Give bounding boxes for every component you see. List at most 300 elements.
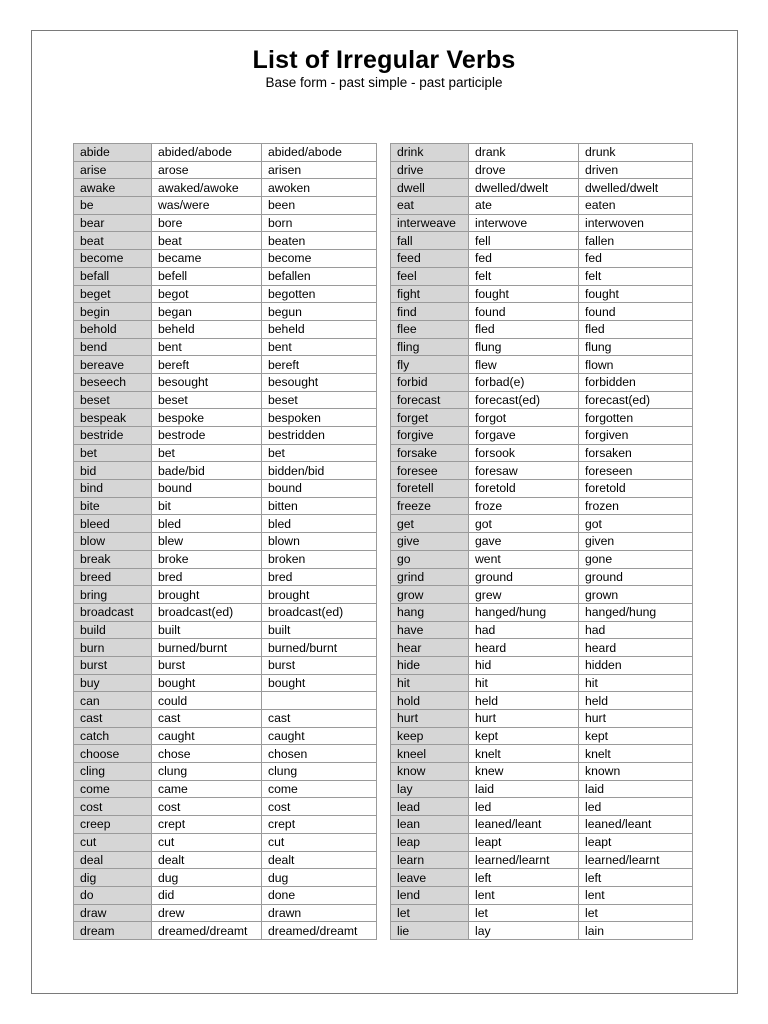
base-form-cell: forbid [391, 373, 469, 391]
base-form-cell: draw [74, 904, 152, 922]
past-participle-cell: burned/burnt [262, 639, 377, 657]
past-simple-cell: abided/abode [152, 144, 262, 162]
past-participle-cell: drawn [262, 904, 377, 922]
verb-row [391, 179, 693, 197]
past-simple-cell: bled [152, 515, 262, 533]
base-form-cell: go [391, 550, 469, 568]
base-form-cell: kneel [391, 745, 469, 763]
past-simple-cell: laid [469, 780, 579, 798]
past-simple-cell: held [469, 692, 579, 710]
verb-row [74, 710, 377, 728]
past-simple-cell: bought [152, 674, 262, 692]
base-form-cell: freeze [391, 497, 469, 515]
verb-row [391, 816, 693, 834]
base-form-cell: have [391, 621, 469, 639]
past-participle-cell: dwelled/dwelt [579, 179, 693, 197]
past-simple-cell: forecast(ed) [469, 391, 579, 409]
verb-row [391, 214, 693, 232]
verb-row [74, 692, 377, 710]
past-simple-cell: caught [152, 727, 262, 745]
past-participle-cell: felt [579, 267, 693, 285]
past-participle-cell: awoken [262, 179, 377, 197]
past-simple-cell: burned/burnt [152, 639, 262, 657]
past-simple-cell: got [469, 515, 579, 533]
verb-row [74, 586, 377, 604]
past-simple-cell: felt [469, 267, 579, 285]
base-form-cell: bite [74, 497, 152, 515]
verb-row [74, 639, 377, 657]
verb-row [391, 798, 693, 816]
base-form-cell: cost [74, 798, 152, 816]
past-simple-cell: bet [152, 444, 262, 462]
past-simple-cell: hit [469, 674, 579, 692]
base-form-cell: cut [74, 833, 152, 851]
past-participle-cell: become [262, 250, 377, 268]
base-form-cell: arise [74, 161, 152, 179]
base-form-cell: know [391, 763, 469, 781]
past-simple-cell: burst [152, 656, 262, 674]
verb-row [391, 497, 693, 515]
past-simple-cell: was/were [152, 197, 262, 215]
past-participle-cell: bitten [262, 497, 377, 515]
past-simple-cell: flew [469, 356, 579, 374]
base-form-cell: forsake [391, 444, 469, 462]
past-simple-cell: bespoke [152, 409, 262, 427]
past-participle-cell: chosen [262, 745, 377, 763]
base-form-cell: broadcast [74, 603, 152, 621]
past-participle-cell: bled [262, 515, 377, 533]
past-participle-cell: bidden/bid [262, 462, 377, 480]
verb-row [74, 320, 377, 338]
past-simple-cell: clung [152, 763, 262, 781]
past-participle-cell: befallen [262, 267, 377, 285]
past-simple-cell: crept [152, 816, 262, 834]
past-simple-cell: kept [469, 727, 579, 745]
verb-row [391, 692, 693, 710]
past-simple-cell: beset [152, 391, 262, 409]
past-participle-cell: forbidden [579, 373, 693, 391]
verb-row [74, 462, 377, 480]
base-form-cell: break [74, 550, 152, 568]
past-participle-cell: leaned/leant [579, 816, 693, 834]
past-simple-cell: bade/bid [152, 462, 262, 480]
past-participle-cell: flung [579, 338, 693, 356]
base-form-cell: be [74, 197, 152, 215]
past-simple-cell: drove [469, 161, 579, 179]
page-subtitle: Base form - past simple - past participle [265, 75, 503, 90]
base-form-cell: fight [391, 285, 469, 303]
base-form-cell: grind [391, 568, 469, 586]
base-form-cell: hear [391, 639, 469, 657]
base-form-cell: lay [391, 780, 469, 798]
base-form-cell: bind [74, 480, 152, 498]
past-simple-cell: blew [152, 533, 262, 551]
past-simple-cell: foretold [469, 480, 579, 498]
past-simple-cell: chose [152, 745, 262, 763]
past-simple-cell: broke [152, 550, 262, 568]
verb-table-left [73, 143, 377, 940]
base-form-cell: fly [391, 356, 469, 374]
verb-row [391, 533, 693, 551]
past-simple-cell: broadcast(ed) [152, 603, 262, 621]
verb-row [391, 391, 693, 409]
verb-row [74, 727, 377, 745]
past-participle-cell: given [579, 533, 693, 551]
past-simple-cell: began [152, 303, 262, 321]
past-participle-cell: begun [262, 303, 377, 321]
past-simple-cell: befell [152, 267, 262, 285]
base-form-cell: buy [74, 674, 152, 692]
past-simple-cell: left [469, 869, 579, 887]
past-simple-cell: fought [469, 285, 579, 303]
past-simple-cell: bound [152, 480, 262, 498]
past-simple-cell: begot [152, 285, 262, 303]
base-form-cell: fling [391, 338, 469, 356]
verb-row [391, 674, 693, 692]
base-form-cell: leap [391, 833, 469, 851]
base-form-cell: choose [74, 745, 152, 763]
base-form-cell: befall [74, 267, 152, 285]
past-simple-cell: interwove [469, 214, 579, 232]
verb-row [74, 197, 377, 215]
past-simple-cell: hurt [469, 710, 579, 728]
base-form-cell: forget [391, 409, 469, 427]
base-form-cell: become [74, 250, 152, 268]
verb-row [391, 904, 693, 922]
base-form-cell: bereave [74, 356, 152, 374]
base-form-cell: lie [391, 922, 469, 940]
base-form-cell: forecast [391, 391, 469, 409]
past-participle-cell: brought [262, 586, 377, 604]
verb-row [391, 232, 693, 250]
past-simple-cell: could [152, 692, 262, 710]
verb-row [74, 161, 377, 179]
base-form-cell: beseech [74, 373, 152, 391]
past-simple-cell: ate [469, 197, 579, 215]
base-form-cell: give [391, 533, 469, 551]
verb-row [391, 444, 693, 462]
past-participle-cell: frozen [579, 497, 693, 515]
past-simple-cell: bestrode [152, 427, 262, 445]
verb-row [74, 745, 377, 763]
verb-row [391, 621, 693, 639]
past-participle-cell: left [579, 869, 693, 887]
verb-row [74, 303, 377, 321]
past-simple-cell: brought [152, 586, 262, 604]
base-form-cell: hit [391, 674, 469, 692]
base-form-cell: flee [391, 320, 469, 338]
verb-row [391, 603, 693, 621]
past-simple-cell: dreamed/dreamt [152, 922, 262, 940]
past-participle-cell: bestridden [262, 427, 377, 445]
verb-row [74, 373, 377, 391]
verb-row [74, 869, 377, 887]
base-form-cell: creep [74, 816, 152, 834]
past-simple-cell: dealt [152, 851, 262, 869]
past-participle-cell: bound [262, 480, 377, 498]
past-simple-cell: bore [152, 214, 262, 232]
verb-table-right [390, 143, 693, 940]
past-participle-cell: interwoven [579, 214, 693, 232]
past-simple-cell: arose [152, 161, 262, 179]
past-participle-cell: cost [262, 798, 377, 816]
past-simple-cell: went [469, 550, 579, 568]
past-participle-cell: abided/abode [262, 144, 377, 162]
past-participle-cell: fallen [579, 232, 693, 250]
base-form-cell: bear [74, 214, 152, 232]
past-simple-cell: cut [152, 833, 262, 851]
verb-row [74, 391, 377, 409]
verb-row [391, 250, 693, 268]
verb-row [74, 816, 377, 834]
base-form-cell: lean [391, 816, 469, 834]
base-form-cell: interweave [391, 214, 469, 232]
verb-row [74, 356, 377, 374]
past-participle-cell: lain [579, 922, 693, 940]
base-form-cell: hurt [391, 710, 469, 728]
past-simple-cell: leaned/leant [469, 816, 579, 834]
verb-row [74, 851, 377, 869]
base-form-cell: breed [74, 568, 152, 586]
verb-row [391, 462, 693, 480]
past-participle-cell: begotten [262, 285, 377, 303]
past-participle-cell: fought [579, 285, 693, 303]
past-participle-cell: bereft [262, 356, 377, 374]
base-form-cell: dream [74, 922, 152, 940]
verb-row [74, 515, 377, 533]
past-participle-cell: born [262, 214, 377, 232]
verb-row [391, 373, 693, 391]
verb-row [391, 851, 693, 869]
verb-row [391, 285, 693, 303]
past-participle-cell: heard [579, 639, 693, 657]
verb-row [391, 780, 693, 798]
past-simple-cell: led [469, 798, 579, 816]
base-form-cell: lend [391, 886, 469, 904]
past-participle-cell: hidden [579, 656, 693, 674]
past-simple-cell: fed [469, 250, 579, 268]
past-simple-cell: bereft [152, 356, 262, 374]
past-simple-cell: awaked/awoke [152, 179, 262, 197]
verb-row [391, 338, 693, 356]
past-participle-cell: bred [262, 568, 377, 586]
verb-row [391, 427, 693, 445]
past-participle-cell: led [579, 798, 693, 816]
verb-row [74, 904, 377, 922]
past-simple-cell: had [469, 621, 579, 639]
verb-row [74, 232, 377, 250]
past-participle-cell: done [262, 886, 377, 904]
base-form-cell: build [74, 621, 152, 639]
verb-row [74, 144, 377, 162]
past-simple-cell: flung [469, 338, 579, 356]
verb-row [391, 745, 693, 763]
base-form-cell: drive [391, 161, 469, 179]
verb-row [391, 586, 693, 604]
past-simple-cell: gave [469, 533, 579, 551]
past-simple-cell: drew [152, 904, 262, 922]
base-form-cell: burn [74, 639, 152, 657]
base-form-cell: beset [74, 391, 152, 409]
past-simple-cell: cast [152, 710, 262, 728]
past-simple-cell: besought [152, 373, 262, 391]
base-form-cell: feel [391, 267, 469, 285]
verb-row [391, 763, 693, 781]
verb-row [74, 922, 377, 940]
past-simple-cell: forbad(e) [469, 373, 579, 391]
past-participle-cell: forsaken [579, 444, 693, 462]
past-participle-cell: fled [579, 320, 693, 338]
past-participle-cell: laid [579, 780, 693, 798]
base-form-cell: behold [74, 320, 152, 338]
past-simple-cell: froze [469, 497, 579, 515]
verb-row [391, 409, 693, 427]
past-participle-cell: let [579, 904, 693, 922]
verb-row [391, 710, 693, 728]
verb-row [74, 338, 377, 356]
past-simple-cell: drank [469, 144, 579, 162]
past-participle-cell: knelt [579, 745, 693, 763]
verb-row [391, 550, 693, 568]
past-simple-cell: built [152, 621, 262, 639]
verb-row [391, 639, 693, 657]
past-simple-cell: foresaw [469, 462, 579, 480]
past-participle-cell: blown [262, 533, 377, 551]
verb-row [74, 285, 377, 303]
past-participle-cell: come [262, 780, 377, 798]
base-form-cell: fall [391, 232, 469, 250]
base-form-cell: hold [391, 692, 469, 710]
past-participle-cell: foreseen [579, 462, 693, 480]
past-simple-cell: bred [152, 568, 262, 586]
verb-row [391, 480, 693, 498]
past-participle-cell: drunk [579, 144, 693, 162]
past-participle-cell: clung [262, 763, 377, 781]
base-form-cell: find [391, 303, 469, 321]
past-participle-cell: held [579, 692, 693, 710]
base-form-cell: foretell [391, 480, 469, 498]
past-participle-cell: beheld [262, 320, 377, 338]
past-simple-cell: hanged/hung [469, 603, 579, 621]
past-participle-cell: caught [262, 727, 377, 745]
verb-row [74, 409, 377, 427]
past-participle-cell: bet [262, 444, 377, 462]
verb-row [74, 444, 377, 462]
past-simple-cell: knelt [469, 745, 579, 763]
base-form-cell: feed [391, 250, 469, 268]
verb-row [391, 869, 693, 887]
past-simple-cell: cost [152, 798, 262, 816]
past-participle-cell: beset [262, 391, 377, 409]
past-participle-cell: arisen [262, 161, 377, 179]
verb-row [391, 568, 693, 586]
verb-row [391, 833, 693, 851]
base-form-cell: lead [391, 798, 469, 816]
base-form-cell: bleed [74, 515, 152, 533]
base-form-cell: bring [74, 586, 152, 604]
base-form-cell: deal [74, 851, 152, 869]
base-form-cell: cling [74, 763, 152, 781]
verb-row [74, 214, 377, 232]
base-form-cell: cast [74, 710, 152, 728]
verb-row [391, 197, 693, 215]
base-form-cell: hang [391, 603, 469, 621]
base-form-cell: awake [74, 179, 152, 197]
past-participle-cell: kept [579, 727, 693, 745]
verb-row [74, 550, 377, 568]
base-form-cell: keep [391, 727, 469, 745]
past-participle-cell: burst [262, 656, 377, 674]
verb-row [391, 515, 693, 533]
past-participle-cell: lent [579, 886, 693, 904]
past-simple-cell: ground [469, 568, 579, 586]
base-form-cell: begin [74, 303, 152, 321]
base-form-cell: grow [391, 586, 469, 604]
past-simple-cell: bit [152, 497, 262, 515]
base-form-cell: let [391, 904, 469, 922]
past-simple-cell: learned/learnt [469, 851, 579, 869]
base-form-cell: come [74, 780, 152, 798]
verb-row [391, 922, 693, 940]
past-participle-cell: dug [262, 869, 377, 887]
past-participle-cell: broken [262, 550, 377, 568]
past-simple-cell: did [152, 886, 262, 904]
base-form-cell: burst [74, 656, 152, 674]
base-form-cell: dig [74, 869, 152, 887]
base-form-cell: learn [391, 851, 469, 869]
past-simple-cell: beat [152, 232, 262, 250]
past-participle-cell: dealt [262, 851, 377, 869]
base-form-cell: abide [74, 144, 152, 162]
verb-row [74, 798, 377, 816]
past-participle-cell: hit [579, 674, 693, 692]
base-form-cell: beget [74, 285, 152, 303]
verb-row [74, 886, 377, 904]
verb-row [74, 533, 377, 551]
verb-row [74, 497, 377, 515]
past-participle-cell [262, 692, 377, 710]
base-form-cell: hide [391, 656, 469, 674]
past-simple-cell: forgave [469, 427, 579, 445]
past-participle-cell: flown [579, 356, 693, 374]
verb-row [74, 674, 377, 692]
past-participle-cell: forgotten [579, 409, 693, 427]
verb-row [391, 303, 693, 321]
past-participle-cell: been [262, 197, 377, 215]
past-participle-cell: hurt [579, 710, 693, 728]
past-participle-cell: gone [579, 550, 693, 568]
verb-row [74, 603, 377, 621]
past-participle-cell: forgiven [579, 427, 693, 445]
verb-row [74, 763, 377, 781]
past-simple-cell: grew [469, 586, 579, 604]
past-participle-cell: forecast(ed) [579, 391, 693, 409]
verb-row [391, 161, 693, 179]
past-participle-cell: besought [262, 373, 377, 391]
past-simple-cell: hid [469, 656, 579, 674]
past-simple-cell: found [469, 303, 579, 321]
past-participle-cell: beaten [262, 232, 377, 250]
verb-row [391, 656, 693, 674]
past-simple-cell: let [469, 904, 579, 922]
verb-row [74, 267, 377, 285]
past-simple-cell: heard [469, 639, 579, 657]
base-form-cell: bespeak [74, 409, 152, 427]
verb-row [391, 727, 693, 745]
verb-row [74, 250, 377, 268]
base-form-cell: blow [74, 533, 152, 551]
past-simple-cell: dug [152, 869, 262, 887]
